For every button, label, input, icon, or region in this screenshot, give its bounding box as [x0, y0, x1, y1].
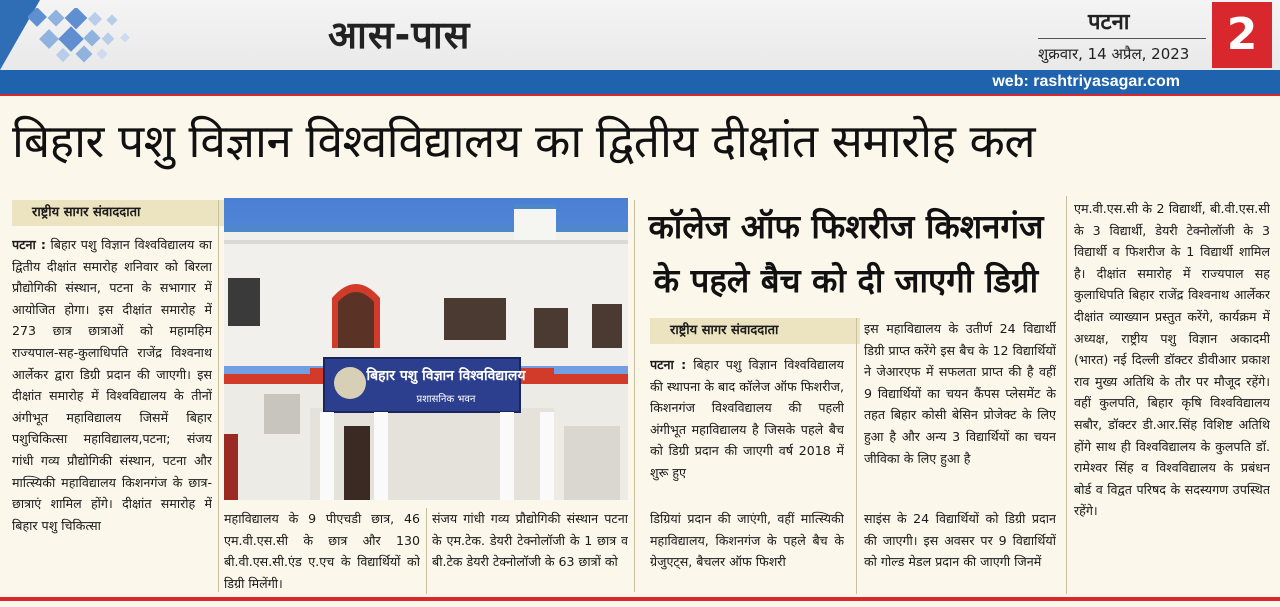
column-divider	[856, 318, 857, 594]
footer-red-rule	[0, 597, 1280, 601]
masthead	[0, 0, 1280, 70]
website-link[interactable]: web: rashtriyasagar.com	[992, 73, 1180, 90]
right-column-b: इस महाविद्यालय के उतीर्ण 24 विद्यार्थी डिग्री प्राप्त करेंगे इस बैच के 12 विद्यार्थियों ने जेआरएफ में सफलता प्राप्त की है वहीं 9 विद्यार्थियों का चयन कैंपस प्लेसमेंट के तहत बिहार कोसी बेसिन प्रोजेक्ट के लिए हुआ है और अन्य 3 विद्यार्थियों का चयन जीविका के लिए हुआ है	[864, 321, 1056, 466]
right-column-a	[650, 354, 844, 494]
sub-headline-line-1: कॉलेज ऑफ फिशरीज किशनगंज	[648, 207, 1044, 246]
dateline-right: पटना :	[650, 357, 687, 372]
logo-dots-icon	[28, 8, 148, 63]
left-column-3: संजय गांधी गव्य प्रौद्योगिकी संस्थान पटना के एम.टेक. डेयरी टेक्नोलॉजी के 1 छात्र व बी.टेक डेयरी टेक्नोलॉजी के 63 छात्रों को	[432, 511, 628, 570]
column-divider	[426, 508, 427, 594]
building-sign-subtext: प्रशासनिक भवन	[416, 394, 476, 405]
left-column-2: महाविद्यालय के 9 पीएचडी छात्र, 46 एम.वी.एस.सी के छात्र और 130 बी.वी.एस.सी.एंड ए.एच के विद्यार्थियों को डिग्री मिलेंगी।	[224, 511, 420, 591]
right-column-c: एम.वी.एस.सी के 2 विद्यार्थी, बी.वी.एस.सी के 3 विद्यार्थी, डेयरी टेक्नोलॉजी के 3 विद्यार्थी व फिशरीज के 1 विद्यार्थी शामिल है। दीक्षांत समारोह में राज्यपाल सह कुलाधिपति बिहार राजेंद्र विश्वनाथ आर्लेकर दीक्षांत व्याख्यान प्रस्तुत करेंगे, कार्यक्रम में अध्यक्ष, राष्ट्रीय पशु विज्ञान अकादमी (भारत) नई दिल्ली डॉक्टर डीवीआर प्रकाश राव मुख्य अतिथि के तौर पर मौजूद रहेंगे। वहीं कुलपति, बिहार कृषि विश्वविद्यालय सबौर, डॉक्टर डी.आर.सिंह विशिष्ट अतिथि होंगे साथ ही विश्वविद्यालय के कुलपति डॉ. रामेश्वर सिंह व विश्वविद्यालय के प्रबंधन बोर्ड व विद्वत परिषद के सदस्यगण उपस्थित रहेंगे।	[1074, 201, 1270, 519]
university-building-photo	[224, 198, 628, 500]
issue-date: शुक्रवार, 14 अप्रैल, 2023	[1038, 45, 1190, 63]
left-column-1	[12, 234, 212, 594]
dateline-left: पटना :	[12, 237, 46, 252]
city-name: पटना	[1088, 10, 1130, 35]
sub-headline	[636, 200, 1056, 308]
right-column-a2: डिग्रियां प्रदान की जाएंगी, वहीं मात्स्यिकी महाविद्यालय, किशनगंज के पहले बैच के ग्रेजुएट्स, बैचलर ऑफ फिशरी	[650, 511, 844, 570]
left-column-1-text: बिहार पशु विज्ञान विश्वविद्यालय का द्वितीय दीक्षांत समारोह शनिवार को बिरला प्रौद्योगिकी संस्थान, पटना के सभागार में आयोजित होगा। इस दीक्षांत समारोह में 273 छात्र छात्राओं को महामहिम राज्यपाल-सह-कुलाधिपति राजेंद्र विश्वनाथ आर्लेकर द्वारा डिग्री प्रदान की जाएगी। इस दीक्षांत समारोह में विश्वविद्यालय के तीनों अंगीभूत महाविद्यालय जिसमें बिहार पशुचिकित्सा महाविद्यालय,पटना; संजय गांधी गव्य प्रौद्योगिकी संस्थान, पटना और मात्स्यिकी महाविद्यालय किशनगंज के छात्र-छात्राएं शामिल होंगे। दीक्षांत समारोह में बिहार पशु चिकित्सा	[12, 237, 212, 533]
header-red-rule	[0, 94, 1280, 96]
date-divider	[1038, 38, 1206, 39]
column-divider	[634, 200, 635, 592]
byline-left: राष्ट्रीय सागर संवाददाता	[12, 200, 224, 226]
right-column-b2: साइंस के 24 विद्यार्थियों को डिग्री प्रदान की जाएगी। इस अवसर पर 9 विद्यार्थियों को गोल्ड मेडल प्रदान की जाएगी जिनमें	[864, 511, 1056, 570]
main-headline: बिहार पशु विज्ञान विश्वविद्यालय का द्वितीय दीक्षांत समारोह कल	[12, 114, 1036, 168]
column-divider	[218, 200, 219, 592]
section-title: आस-पास	[328, 13, 471, 57]
page-number: 2	[1212, 2, 1272, 68]
byline-right: राष्ट्रीय सागर संवाददाता	[650, 318, 860, 344]
sub-headline-line-2: के पहले बैच को दी जाएगी डिग्री	[653, 261, 1039, 300]
column-divider	[1066, 196, 1067, 594]
right-column-a-text: बिहार पशु विज्ञान विश्वविद्यालय की स्थापना के बाद कॉलेज ऑफ फिशरीज, किशनगंज विश्वविद्यालय की पहली अंगीभूत महाविद्यालय है जिसके पहले बैच को डिग्री प्रदान की जाएगी वर्ष 2018 में शुरू हुए	[650, 357, 844, 480]
building-sign-text: बिहार पशु विज्ञान विश्वविद्यालय	[366, 368, 526, 384]
